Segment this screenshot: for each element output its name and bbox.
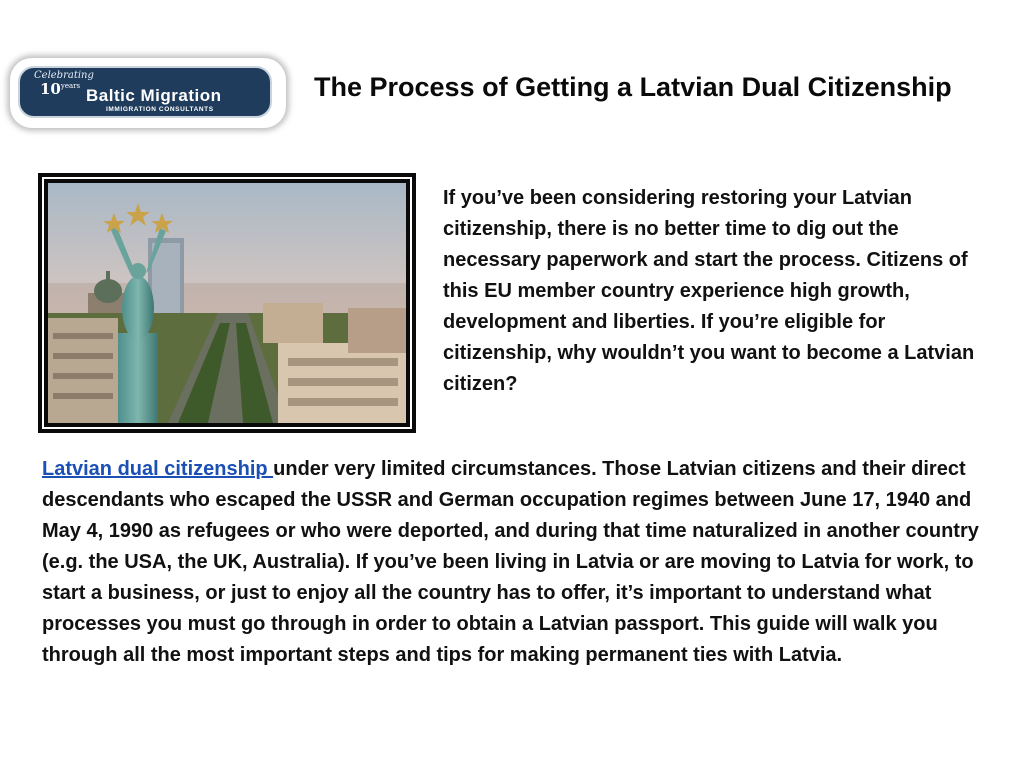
- body-paragraph: [42, 454, 1002, 671]
- logo-celebrating: Celebrating: [34, 70, 94, 81]
- intro-paragraph: If you’ve been considering restoring your Latvian citizenship, there is no better time to dig out the necessary paperwork and start the process. Citizens of this EU member country experience high growth, development and liberties. If you’re eligible for citizenship, why wouldn’t you want to become a Latvian citizen?: [443, 187, 975, 395]
- logo-ten: 10: [40, 80, 61, 98]
- logo-anniversary: [40, 80, 80, 98]
- logo-years: years: [60, 82, 81, 90]
- logo: [10, 58, 286, 128]
- latvian-dual-citizenship-link[interactable]: Latvian dual citizenship: [42, 458, 274, 480]
- photo-frame: [38, 173, 416, 433]
- logo-badge: [18, 66, 272, 118]
- page-title: The Process of Getting a Latvian Dual Citizenship: [314, 72, 952, 102]
- body-paragraph-text: under very limited circumstances. Those Latvian citizens and their direct descendants who escaped the USSR and German occupation regimes between June 17, 1940 and May 4, 1990 as refugees or who were deported, and during that time naturalized in another country (e.g. the USA, the UK, Australia). If you’ve been living in Latvia or are moving to Latvia for work, to start a business, or just to enjoy all the country has to offer, it’s important to understand what processes you must go through in order to obtain a Latvian passport. This guide will walk you through all the most important steps and tips for making permanent ties with Latvia.: [42, 458, 979, 666]
- logo-tagline: IMMIGRATION CONSULTANTS: [106, 106, 214, 113]
- logo-name: Baltic Migration: [86, 86, 222, 105]
- riga-freedom-monument-photo: [48, 183, 406, 423]
